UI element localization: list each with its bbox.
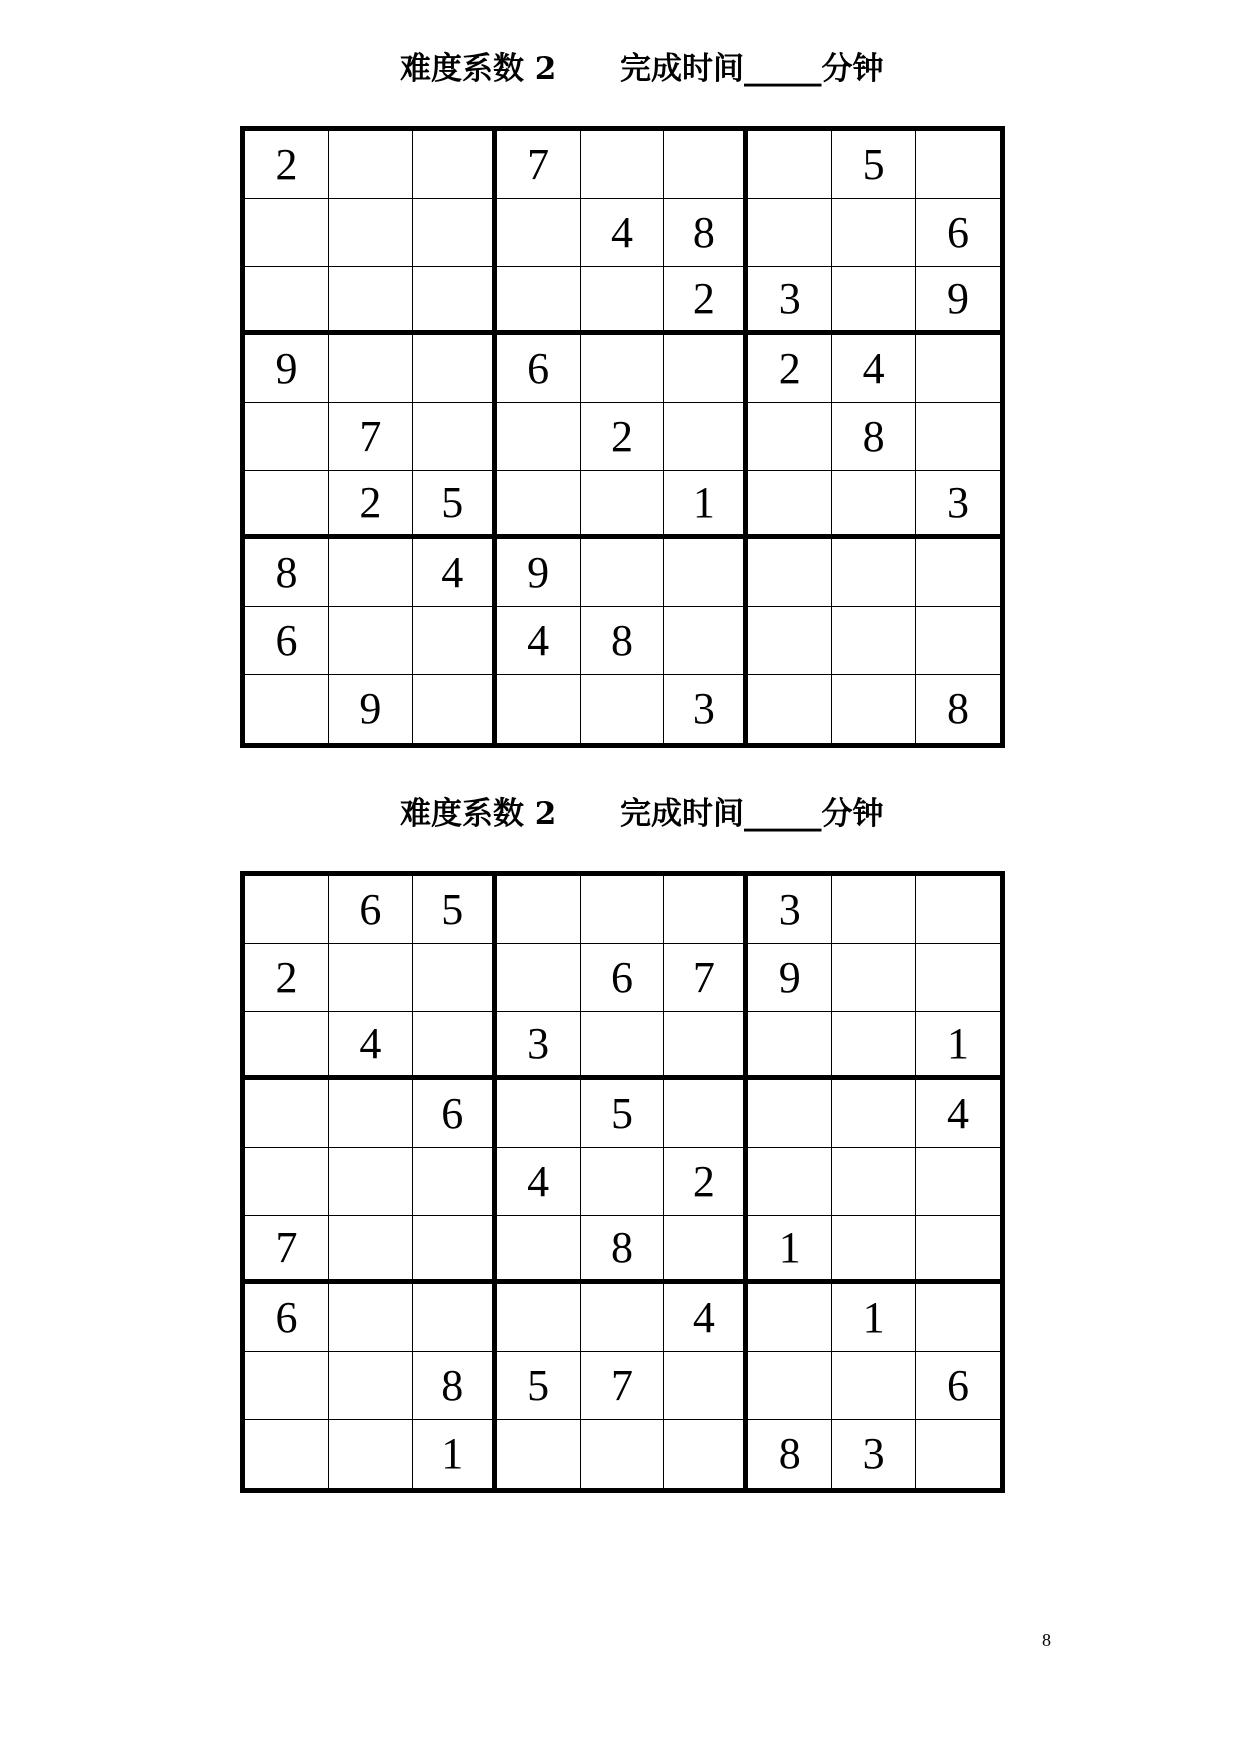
sudoku-cell-r2-c3 [413,199,497,267]
sudoku-cell-r5-c8 [832,1148,916,1216]
sudoku-cell-r1-c3 [413,131,497,199]
sudoku-cell-r7-c5 [581,539,665,607]
sudoku-cell-r3-c8 [832,1012,916,1080]
sudoku-cell-r5-c5: 2 [581,403,665,471]
sudoku-cell-r4-c9: 4 [916,1080,1000,1148]
sudoku-cell-r7-c9 [916,1284,1000,1352]
sudoku-cell-r8-c7 [748,1352,832,1420]
sudoku-cell-r9-c6 [664,1420,748,1488]
sudoku-cell-r2-c4 [497,199,581,267]
sudoku-cell-r9-c8: 3 [832,1420,916,1488]
sudoku-cell-r9-c3 [413,675,497,743]
sudoku-cell-r9-c5 [581,1420,665,1488]
sudoku-cell-r5-c2: 7 [329,403,413,471]
sudoku-cell-r1-c2 [329,131,413,199]
sudoku-cell-r2-c2 [329,199,413,267]
sudoku-cell-r6-c6: 1 [664,471,748,539]
sudoku-cell-r4-c4 [497,1080,581,1148]
sudoku-cell-r4-c7 [748,1080,832,1148]
sudoku-cell-r2-c1: 2 [245,944,329,1012]
page-number: 8 [1042,1630,1051,1650]
sudoku-cell-r9-c6: 3 [664,675,748,743]
sudoku-cell-r8-c8 [832,1352,916,1420]
sudoku-cell-r9-c7 [748,675,832,743]
sudoku-cell-r8-c5: 7 [581,1352,665,1420]
difficulty-label: 难度系数 2 [400,51,557,87]
sudoku-cell-r7-c8 [832,539,916,607]
sudoku-cell-r7-c7 [748,539,832,607]
sudoku-cell-r7-c4 [497,1284,581,1352]
sudoku-cell-r7-c6: 4 [664,1284,748,1352]
sudoku-cell-r2-c6: 7 [664,944,748,1012]
sudoku-cell-r5-c4: 4 [497,1148,581,1216]
sudoku-cell-r1-c7: 3 [748,876,832,944]
sudoku-cell-r7-c8: 1 [832,1284,916,1352]
sudoku-cell-r9-c1 [245,675,329,743]
sudoku-cell-r3-c1 [245,267,329,335]
sudoku-cell-r6-c5 [581,471,665,539]
sudoku-cell-r1-c1 [245,876,329,944]
sudoku-cell-r7-c5 [581,1284,665,1352]
sudoku-cell-r8-c3 [413,607,497,675]
sudoku-cell-r6-c3: 5 [413,471,497,539]
sudoku-cell-r3-c5 [581,1012,665,1080]
sudoku-cell-r4-c5 [581,335,665,403]
sudoku-cell-r4-c8: 4 [832,335,916,403]
sudoku-cell-r4-c4: 6 [497,335,581,403]
sudoku-cell-r5-c3 [413,1148,497,1216]
sudoku-cell-r4-c2 [329,1080,413,1148]
sudoku-cell-r8-c2 [329,1352,413,1420]
sudoku-cell-r6-c2 [329,1216,413,1284]
sudoku-cell-r9-c8 [832,675,916,743]
sudoku-cell-r1-c3: 5 [413,876,497,944]
sudoku-cell-r7-c2 [329,539,413,607]
sudoku-cell-r1-c5 [581,131,665,199]
sudoku-cell-r3-c4 [497,267,581,335]
sudoku-cell-r5-c1 [245,1148,329,1216]
sudoku-cell-r6-c7: 1 [748,1216,832,1284]
sudoku-cell-r6-c9: 3 [916,471,1000,539]
sudoku-cell-r5-c9 [916,403,1000,471]
sudoku-cell-r2-c3 [413,944,497,1012]
sudoku-cell-r2-c7 [748,199,832,267]
sudoku-cell-r3-c3 [413,1012,497,1080]
sudoku-cell-r3-c6: 2 [664,267,748,335]
sudoku-cell-r7-c4: 9 [497,539,581,607]
completion-time-label: 完成时间_____分钟 [620,51,884,87]
sudoku-cell-r3-c9: 1 [916,1012,1000,1080]
sudoku-cell-r7-c1: 6 [245,1284,329,1352]
sudoku-cell-r7-c6 [664,539,748,607]
sudoku-cell-r9-c2: 9 [329,675,413,743]
sudoku-cell-r5-c4 [497,403,581,471]
sudoku-cell-r3-c1 [245,1012,329,1080]
sudoku-cell-r2-c1 [245,199,329,267]
sudoku-cell-r4-c9 [916,335,1000,403]
sudoku-cell-r4-c7: 2 [748,335,832,403]
sudoku-cell-r9-c9: 8 [947,684,970,733]
sudoku-cell-r7-c1: 8 [245,539,329,607]
sudoku-grid-2 [240,871,1005,1493]
sudoku-cell-r1-c6 [664,876,748,944]
sudoku-cell-r9-c4 [497,675,581,743]
sudoku-cell-r8-c4: 5 [497,1352,581,1420]
sudoku-cell-r3-c2 [329,267,413,335]
sudoku-cell-r8-c2 [329,607,413,675]
sudoku-cell-r5-c6 [664,403,748,471]
sudoku-cell-r6-c2: 2 [329,471,413,539]
sudoku-cell-r2-c8 [832,199,916,267]
sudoku-cell-r1-c5 [581,876,665,944]
sudoku-cell-r1-c9 [916,876,1000,944]
sudoku-cell-r9-c7: 8 [748,1420,832,1488]
sudoku-cell-r6-c4 [497,471,581,539]
sudoku-cell-r7-c3: 4 [413,539,497,607]
sudoku-cell-r8-c1: 6 [245,607,329,675]
sudoku-cell-r8-c1 [245,1352,329,1420]
sudoku-cell-r5-c3 [413,403,497,471]
sudoku-cell-r3-c6 [664,1012,748,1080]
sudoku-cell-r4-c1 [245,1080,329,1148]
sudoku-cell-r2-c4 [497,944,581,1012]
sudoku-cell-r1-c6 [664,131,748,199]
sudoku-cell-r3-c5 [581,267,665,335]
sudoku-cell-r9-c2 [329,1420,413,1488]
sudoku-cell-r2-c9 [916,944,1000,1012]
sudoku-cell-r9-c1 [245,1420,329,1488]
sudoku-cell-r4-c3 [413,335,497,403]
sudoku-cell-r6-c7 [748,471,832,539]
sudoku-grid [240,871,1005,1493]
sudoku-cell-r1-c4 [497,876,581,944]
sudoku-cell-r9-c5 [581,675,665,743]
sudoku-cell-r2-c9: 6 [916,199,1000,267]
sudoku-cell-r5-c8: 8 [832,403,916,471]
sudoku-cell-r5-c2 [329,1148,413,1216]
sudoku-cell-r9-c3: 1 [413,1420,497,1488]
sudoku-cell-r7-c3 [413,1284,497,1352]
sudoku-cell-r2-c7: 9 [748,944,832,1012]
sudoku-cell-r8-c6 [664,607,748,675]
sudoku-cell-r8-c5: 8 [581,607,665,675]
sudoku-cell-r4-c1: 9 [245,335,329,403]
sudoku-cell-r2-c5: 4 [581,199,665,267]
sudoku-cell-r8-c3: 8 [413,1352,497,1420]
sudoku-cell-r3-c7 [748,1012,832,1080]
sudoku-cell-r1-c7 [748,131,832,199]
sudoku-cell-r3-c3 [413,267,497,335]
sudoku-cell-r6-c4 [497,1216,581,1284]
difficulty-label: 难度系数 2 [400,796,557,832]
sudoku-cell-r6-c6 [664,1216,748,1284]
sudoku-cell-r4-c5: 5 [581,1080,665,1148]
sudoku-cell-r5-c7 [748,403,832,471]
sudoku-cell-r4-c6 [664,335,748,403]
sudoku-cell-r8-c4: 4 [497,607,581,675]
sudoku-cell-r1-c8: 5 [832,131,916,199]
sudoku-cell-r5-c7 [748,1148,832,1216]
sudoku-cell-r2-c8 [832,944,916,1012]
sudoku-cell-r3-c2: 4 [329,1012,413,1080]
sudoku-cell-r8-c8 [832,607,916,675]
sudoku-cell-r7-c9 [916,539,1000,607]
sudoku-cell-r8-c6 [664,1352,748,1420]
sudoku-cell-r3-c9: 9 [916,267,1000,335]
sudoku-cell-r8-c9 [916,607,1000,675]
puzzle-1-header [0,44,1241,94]
sudoku-cell-r1-c8 [832,876,916,944]
sudoku-cell-r6-c8 [832,1216,916,1284]
sudoku-cell-r5-c1 [245,403,329,471]
sudoku-cell-r3-c8 [832,267,916,335]
sudoku-cell-r4-c6 [664,1080,748,1148]
sudoku-cell-r1-c1: 2 [245,131,329,199]
sudoku-cell-r5-c6: 2 [664,1148,748,1216]
sudoku-cell-r8-c7 [748,607,832,675]
sudoku-cell-r2-c6: 8 [664,199,748,267]
sudoku-cell-r1-c9 [916,131,1000,199]
sudoku-cell-r4-c8 [832,1080,916,1148]
sudoku-cell-r3-c7: 3 [748,267,832,335]
sudoku-cell-r9-c4 [497,1420,581,1488]
sudoku-cell-r1-c2: 6 [329,876,413,944]
sudoku-cell-r5-c9 [916,1148,1000,1216]
sudoku-cell-r6-c1 [245,471,329,539]
completion-time-label: 完成时间_____分钟 [620,796,884,832]
sudoku-cell-r3-c4: 3 [497,1012,581,1080]
sudoku-cell-r6-c9 [916,1216,1000,1284]
sudoku-cell-r1-c4: 7 [497,131,581,199]
sudoku-cell-r6-c5: 8 [581,1216,665,1284]
sudoku-cell-r6-c1: 7 [245,1216,329,1284]
sudoku-cell-r6-c3 [413,1216,497,1284]
sudoku-cell-r5-c5 [581,1148,665,1216]
sudoku-cell-r4-c3: 6 [413,1080,497,1148]
sudoku-cell-r2-c2 [329,944,413,1012]
puzzle-2-header [0,789,1241,839]
sudoku-cell-r9-c9 [916,1420,1000,1488]
sudoku-cell-r7-c2 [329,1284,413,1352]
sudoku-cell-r4-c2 [329,335,413,403]
sudoku-grid [240,126,1005,748]
sudoku-cell-r2-c5: 6 [581,944,665,1012]
sudoku-cell-r7-c7 [748,1284,832,1352]
sudoku-cell-r8-c9: 6 [916,1352,1000,1420]
sudoku-cell-r6-c8 [832,471,916,539]
sudoku-grid-1 [240,126,1005,748]
